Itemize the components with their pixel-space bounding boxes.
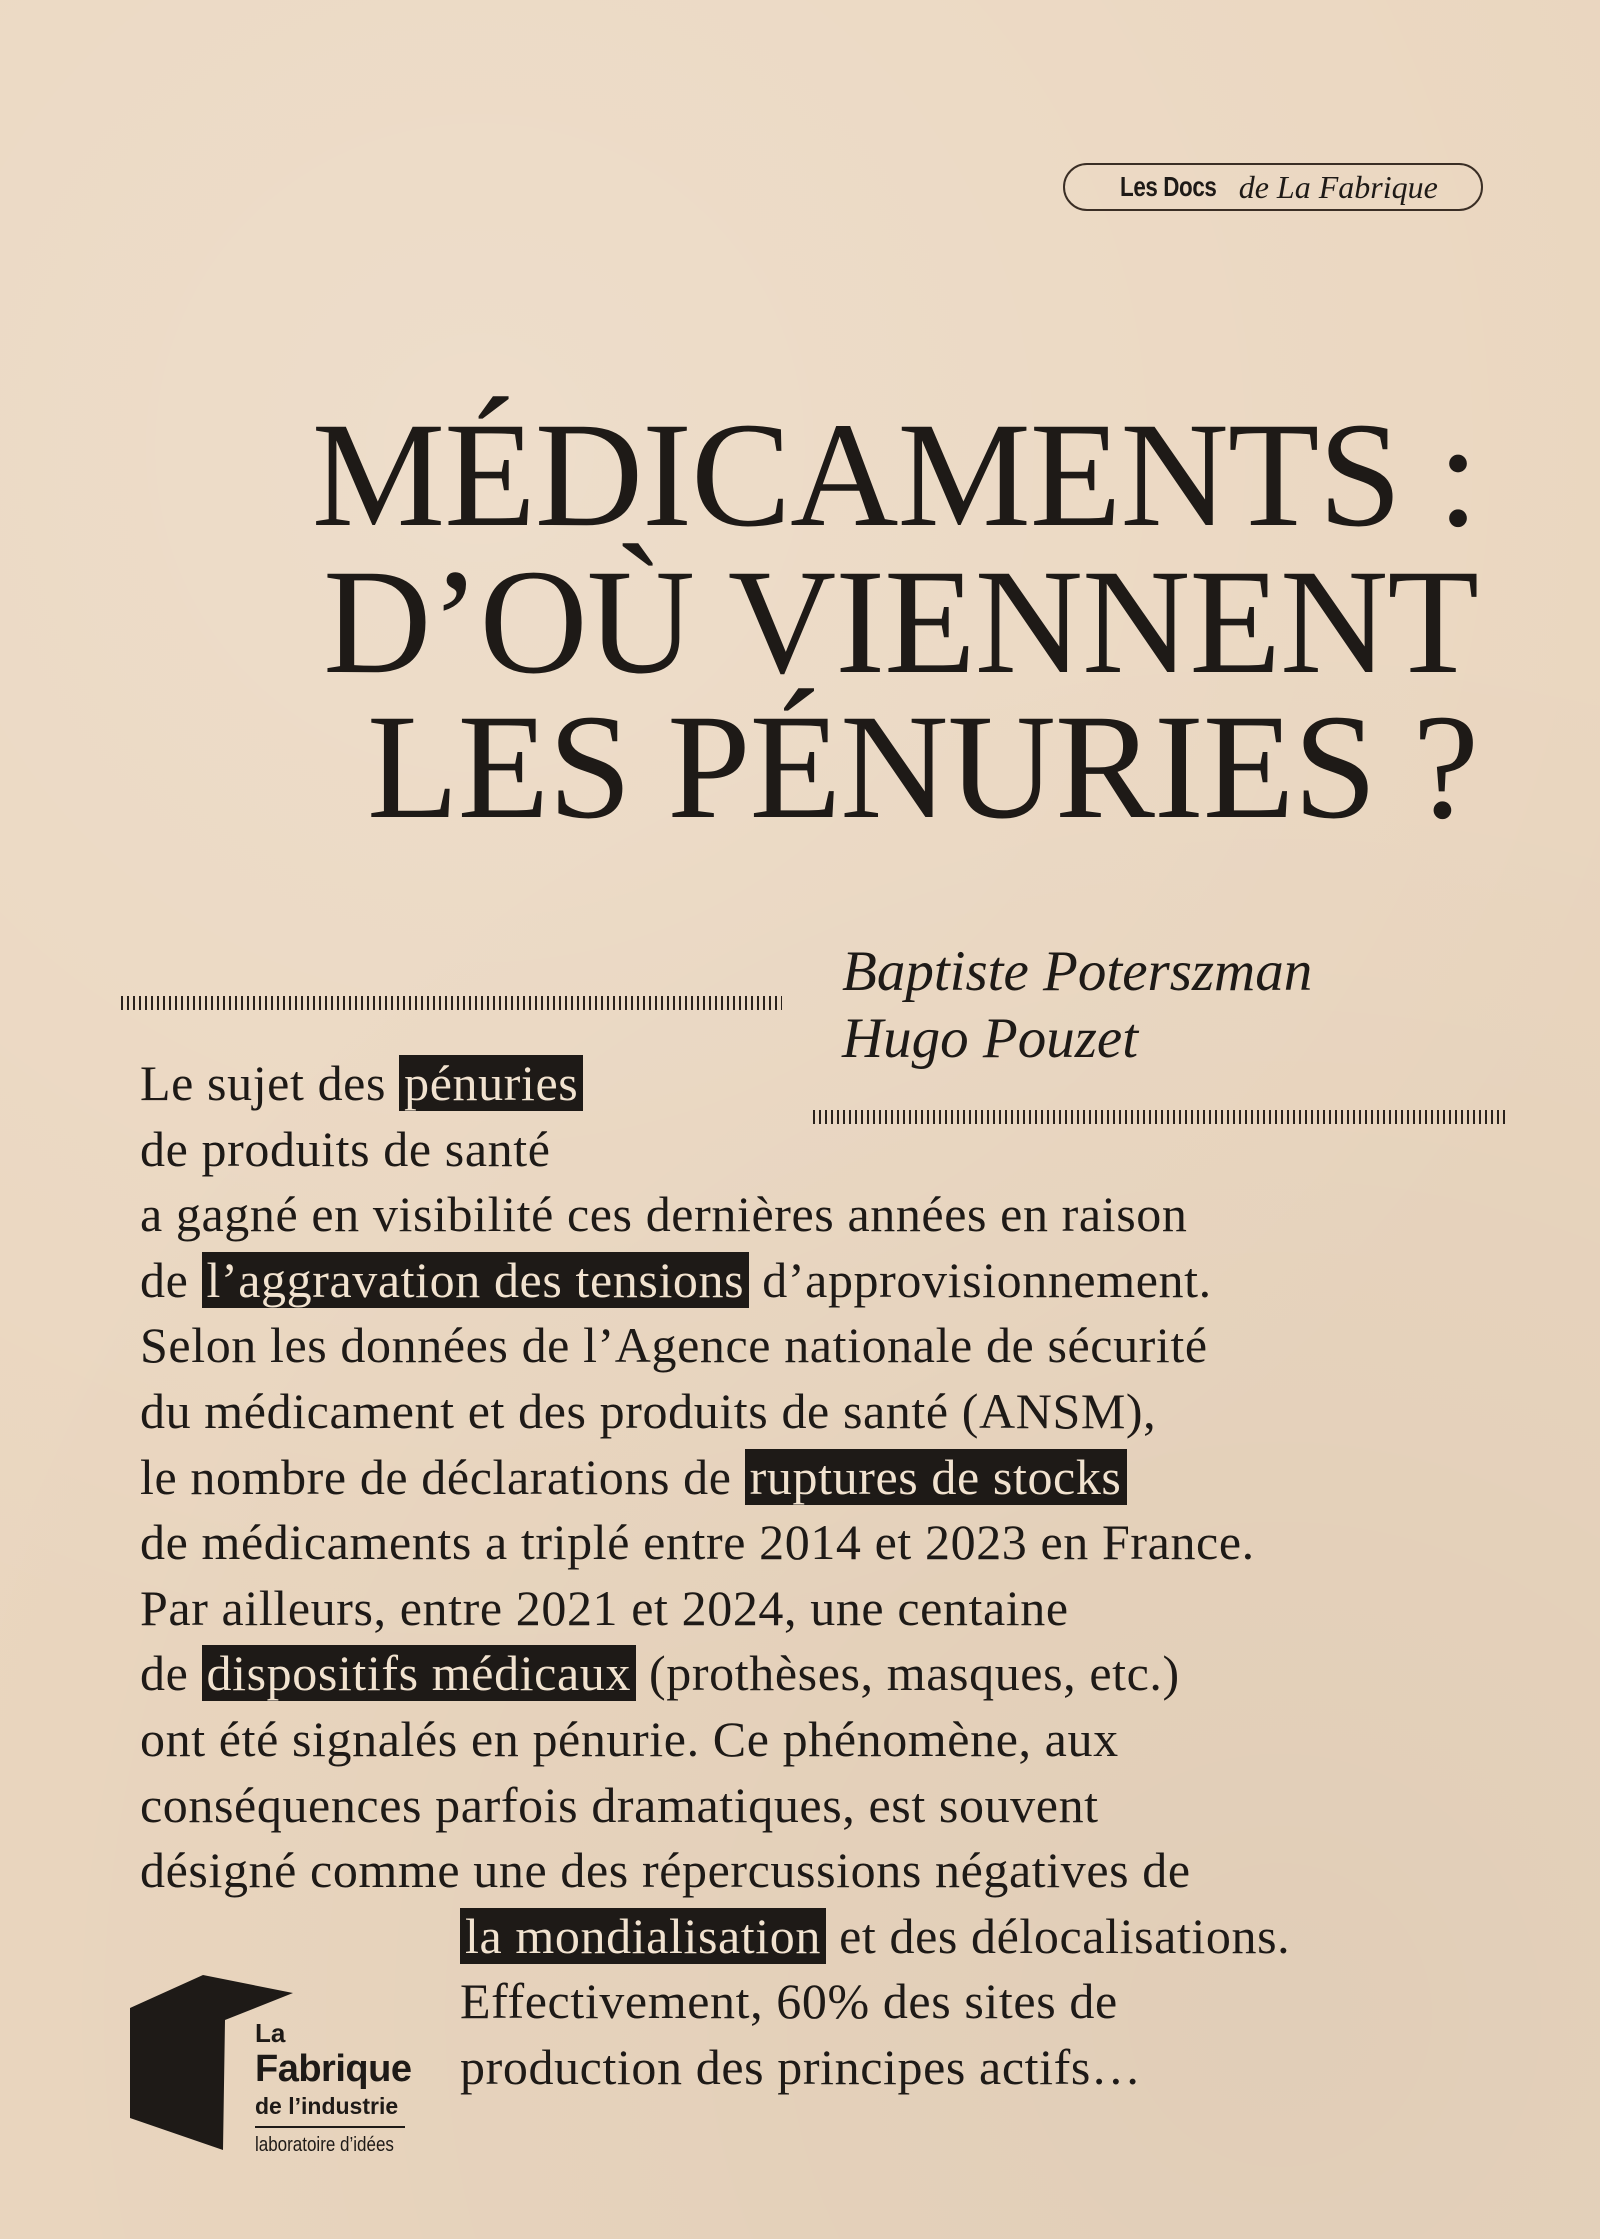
highlighted-term: l’aggravation des tensions [202,1252,750,1308]
body-line [460,1907,1291,1964]
highlighted-term: dispositifs médicaux [202,1645,636,1701]
body-text-segment: et des délocalisations. [825,1907,1291,1964]
body-text-segment: ont été signalés en pénurie. Ce phénomène, aux [140,1711,1119,1767]
author-2: Hugo Pouzet [842,1007,1139,1070]
body-line [140,1120,551,1177]
body-text-segment: d’approvisionnement. [749,1251,1212,1308]
body-text-segment: du médicament et des produits de santé (ANSM), [140,1383,1157,1439]
body-line [140,1514,1255,1571]
divider-left [121,996,782,1010]
title-line-3: LES PÉNURIES ? [367,684,1478,850]
logo-text-3: de l’industrie [255,2093,399,2119]
body-text-segment: Par ailleurs, entre 2021 et 2024, une centaine [140,1579,1069,1636]
body-text-segment: de [140,1251,202,1308]
body-text-segment: de produits de santé [140,1120,551,1177]
body-line [140,1383,1157,1439]
body-line [140,1186,1188,1243]
body-line [140,1251,1212,1308]
body-text-segment: désigné comme une des répercussions négatives de [140,1842,1191,1899]
badge-bold: Les Docs [1120,171,1217,202]
body-text-segment: Le sujet des [140,1055,400,1111]
body-text-segment: (prothèses, masques, etc.) [635,1645,1180,1702]
author-1: Baptiste Poterszman [842,940,1313,1003]
title-line-2: D’OÙ VIENNENT [323,539,1478,705]
logo-text-2: Fabrique [255,2048,412,2090]
badge-italic: de La Fabrique [1238,168,1438,205]
body-line [460,1973,1118,2030]
body-text-segment: conséquences parfois dramatiques, est souvent [140,1776,1099,1833]
body-text-segment: le nombre de déclarations de [140,1448,745,1505]
logo-text-1: La [255,2018,286,2048]
body-line [140,1055,583,1111]
logo-text-4: laboratoire d’idées [255,2134,394,2156]
highlighted-term: pénuries [399,1055,583,1111]
highlighted-term: la mondialisation [460,1908,826,1964]
body-line [140,1645,1180,1702]
body-text-segment: de [140,1645,202,1702]
body-text-segment: a gagné en visibilité ces dernières années en raison [140,1186,1188,1243]
logo-divider [255,2126,405,2128]
body-line [140,1711,1119,1767]
body-text-segment: de médicaments a triplé entre 2014 et 2023 en France. [140,1514,1255,1571]
body-line [140,1776,1099,1833]
title-line-1: MÉDICAMENTS : [311,392,1478,558]
divider-right [813,1110,1505,1124]
series-badge [1063,163,1483,211]
body-line [140,1579,1069,1636]
body-text-segment: Effectivement, 60% des sites de [460,1973,1118,2030]
body-line [140,1448,1127,1505]
body-text-segment: production des principes actifs… [460,2039,1142,2095]
body-line [140,1317,1208,1374]
body-line [140,1842,1191,1899]
body-text-segment: Selon les données de l’Agence nationale de sécurité [140,1317,1208,1374]
highlighted-term: ruptures de stocks [745,1449,1127,1505]
body-line [460,2039,1142,2095]
